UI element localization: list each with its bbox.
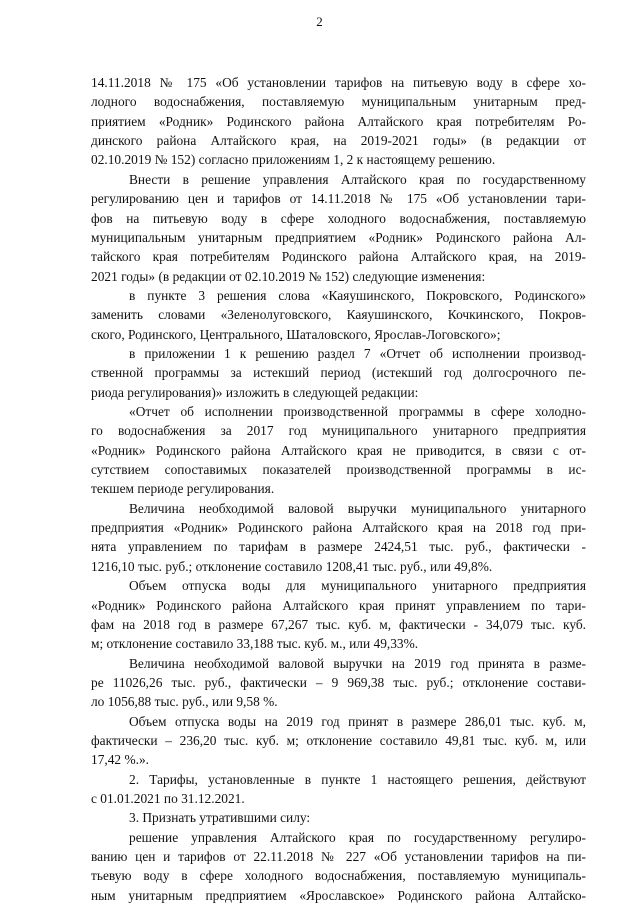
text-line: 17,42 %.». [91,752,150,768]
text-line: 02.10.2019 № 152) согласно приложениям 1, 2 к настоящему решению. [91,152,496,168]
text-line: 2. Тарифы, установленные в пункте 1 настоящего решения, действуют [129,771,586,787]
text-line: регулированию цен и тарифов от 14.11.2018 № 175 «Об установлении тари- [91,191,586,207]
text-line: риода регулирования)» изложить в следующей редакции: [91,384,419,400]
text-line: Величина необходимой валовой выручки на 2019 год принята в разме- [129,655,586,671]
text-line: заменить словами «Зеленолуговского, Каяушинского, Кочкинского, Покров- [91,307,586,323]
text-line: в пункте 3 решения слова «Каяушинского, Покровского, Родинского» [129,287,586,303]
text-line: 1216,10 тыс. руб.; отклонение составило 1208,41 тыс. руб., или 49,8%. [91,558,493,574]
text-line: Величина необходимой валовой выручки муниципального унитарного [129,500,586,516]
text-line: фактически – 236,20 тыс. куб. м; отклонение составило 49,81 тыс. куб. м, или [91,732,586,748]
text-line: Внести в решение управления Алтайского края по государственному [129,171,586,187]
text-line: Объем отпуска воды на 2019 год принят в размере 286,01 тыс. куб. м, [129,713,586,729]
text-line: предприятия «Родник» Родинского района Алтайского края на 2018 год при- [91,520,586,535]
text-line: 14.11.2018 № 175 «Об установлении тарифов на питьевую воду в сфере хо- [91,75,586,90]
text-line: фам на 2018 год в размере 67,267 тыс. куб. м, фактически - 34,079 тыс. куб. [91,616,586,632]
text-line: ре 11026,26 тыс. руб., фактически – 9 969,38 тыс. руб.; отклонение состави- [91,674,586,690]
text-line: 2021 годы» (в редакции от 02.10.2019 № 152) следующие изменения: [91,268,486,284]
text-line: в приложении 1 к решению раздел 7 «Отчет об исполнении производ- [129,345,586,361]
text-line: Объем отпуска воды для муниципального унитарного предприятия [129,578,586,594]
text-line: «Родник» Родинского района Алтайского края принят управлением по тари- [91,597,586,613]
text-line: тайского края потребителям Родинского района Алтайского края, на 2019- [91,249,586,265]
text-line: с 01.01.2021 по 31.12.2021. [91,791,245,806]
text-line: 3. Признать утратившими силу: [129,810,311,826]
text-line: фов на питьевую воду в сфере холодного водоснабжения, поставляемую [91,210,586,226]
text-line: ственной программы за истекший период (истекший год долгосрочного пе- [91,365,586,381]
text-line: приятием «Родник» Родинского района Алтайского края потребителям Ро- [91,113,586,129]
text-line: «Отчет об исполнении производственной программы в сфере холодно- [129,404,586,419]
text-line: сутствием сопоставимых показателей производственной программы в ис- [91,462,586,477]
text-line: ло 1056,88 тыс. руб., или 9,58 %. [91,694,278,710]
text-line: нята управлением по тарифам в размере 2424,51 тыс. руб., фактически - [91,539,586,555]
text-line: «Родник» Родинского района Алтайского края не приводится, в связи с от- [91,442,586,458]
text-line: го водоснабжения за 2017 год муниципального унитарного предприятия [91,423,586,439]
text-line: текшем периоде регулирования. [91,481,275,497]
text-line: динского района Алтайского края, на 2019-2021 годы» (в редакции от [91,133,586,149]
text-line: м; отклонение составило 33,188 тыс. куб. м., или 49,33%. [91,636,419,652]
text-line: лодного водоснабжения, поставляемую муниципальным унитарным пред- [91,94,586,110]
page-number: 2 [316,14,323,29]
text-line: ным унитарным предприятием «Ярославское» Родинского района Алтайско- [91,887,586,903]
text-line: тьевую воду в сфере холодного водоснабжения, поставляемую муниципаль- [91,868,586,884]
text-line: решение управления Алтайского края по государственному регулиро- [129,829,586,845]
text-line: ванию цен и тарифов от 22.11.2018 № 227 «Об установлении тарифов на пи- [91,849,586,864]
text-line: муниципальным унитарным предприятием «Родник» Родинского района Ал- [91,229,586,245]
text-line: ского, Родинского, Центрального, Шаталовского, Ярослав-Логовского»; [91,326,501,342]
